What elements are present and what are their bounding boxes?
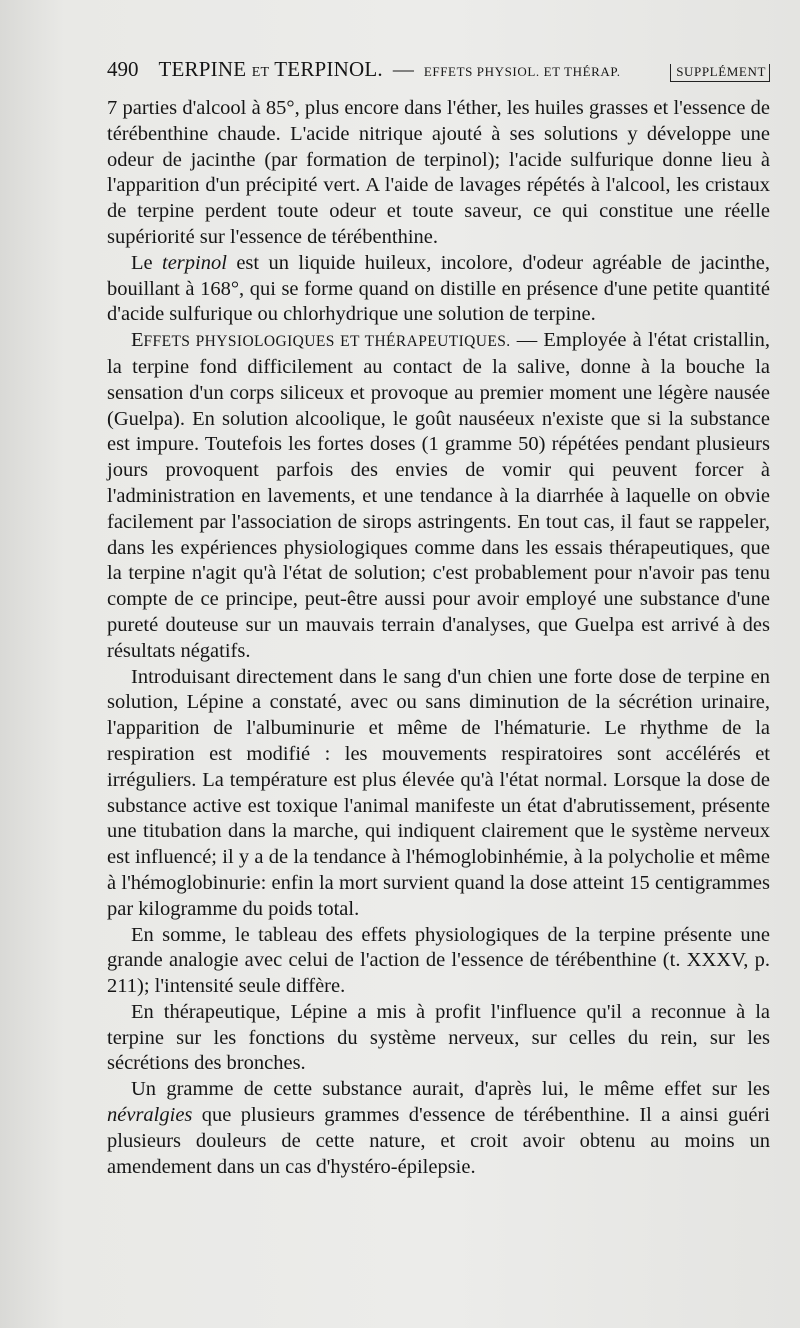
- running-head: [107, 54, 770, 88]
- paragraph-1: 7 parties d'alcool à 85°, plus encore dans l'éther, les huiles grasses et l'essence de térébenthine chaude. L'acide nitrique ajouté à ses solutions y développe une odeur de jacinthe (par formation de terpinol); l'acide sulfurique donne lieu à l'apparition d'un précipité vert. A l'aide de lavages répétés à l'alcool, les cristaux de terpine perdent toute odeur et toute saveur, ce qui constitue une réelle supériorité sur l'essence de térébenthine.: [107, 97, 770, 248]
- paragraph-effects-text: — Employée à l'état cristallin, la terpine fond difficilement au contact de la salive, donne à la bouche la sensation d'un corps siliceux et provoque au premier moment une légère nausée (Guelpa). En solution alcoolique, le goût nauséeux n'existe que si la substance est impure. Toutefois les fortes doses (1 gramme 50) répétées pendant plusieurs jours provoquent parfois des envies de vomir qui peuvent forcer à l'administration en lavements, et une tendance à la diarrhée à laquelle on obvie facilement par l'association de sirops astringents. En tout cas, il faut se rappeler, dans les expériences physiologiques comme dans les essais thérapeutiques, que la terpine n'agit qu'à l'état de solution; c'est probablement pour n'avoir pas tenu compte de ce principe, peut-être aussi pour avoir employé une substance d'une pureté douteuse sur un mauvais terrain d'analyses, que Guelpa est arrivé à des résultats négatifs.: [107, 329, 770, 662]
- running-head-dash: —: [392, 57, 414, 81]
- paragraph-terpinol: [107, 251, 770, 328]
- running-title-part1: TERPINE: [158, 57, 247, 81]
- paragraph-therapeutics: En thérapeutique, Lépine a mis à profit l'influence qu'il a reconnue à la terpine sur les fonctions du système nerveux, sur celles du rein, sur les sécrétions des bronches.: [107, 1000, 770, 1075]
- running-title-and: ET: [251, 65, 270, 80]
- running-head-section: EFFETS PHYSIOL. ET THÉRAP.: [423, 64, 621, 79]
- section-heading: FFETS PHYSIOLOGIQUES ET THÉRAPEUTIQUES.: [143, 333, 511, 351]
- paragraph-neuralgia: [107, 1077, 770, 1180]
- supplement-bracket: SUPPLÉMENT: [670, 64, 770, 82]
- paragraph-lepine: Introduisant directement dans le sang d'un chien une forte dose de terpine en solution, Lépine a constaté, avec ou sans diminution de la sécrétion urinaire, l'apparition de l'albuminurie et même de l'hématurie. Le rhythme de la respiration est modifié : les mouvements respiratoires sont accélérés et irréguliers. La température est plus élevée qu'à l'état normal. Lorsque la dose de substance active est toxique l'animal manifeste un état d'abrutissement, présente une titubation dans la marche, qui indiquent clairement que le système nerveux est influencé; il y a de la tendance à l'hémoglobinhémie, à la polycholie et même à l'hémoglobinurie: enfin la mort survient quand la dose atteint 15 centigrammes par kilogramme du poids total.: [107, 665, 770, 920]
- section-heading-initial: E: [131, 329, 144, 352]
- term-nevralgies: névralgies: [107, 1104, 193, 1127]
- paragraph-terpinol-prefix: Le: [131, 251, 163, 274]
- paragraph-terpinol-text: est un liquide huileux, incolore, d'odeur agréable de jacinthe, bouillant à 168°, qui se forme quand on distille en présence d'une petite quantité d'acide sulfurique ou chlorhydrique une solution de terpine.: [107, 251, 770, 326]
- page-number: 490: [107, 57, 139, 81]
- paragraph-neuralgia-prefix: Un gramme de cette substance aurait, d'après lui, le même effet sur les: [131, 1078, 770, 1101]
- body-text: [107, 96, 770, 1180]
- paragraph-effects: [107, 328, 770, 664]
- running-title: [159, 54, 383, 88]
- paragraph-neuralgia-text: que plusieurs grammes d'essence de térébenthine. Il a ainsi guéri plusieurs douleurs de cette nature, et croit avoir obtenu au moins un amendement dans un cas d'hystéro-épilepsie.: [107, 1104, 770, 1178]
- running-title-part2: TERPINOL.: [274, 57, 383, 81]
- term-terpinol: terpinol: [162, 251, 227, 274]
- paragraph-summary: En somme, le tableau des effets physiologiques de la terpine présente une grande analogie avec celui de l'action de l'essence de térébenthine (t. XXXV, p. 211); l'intensité seule diffère.: [107, 923, 770, 998]
